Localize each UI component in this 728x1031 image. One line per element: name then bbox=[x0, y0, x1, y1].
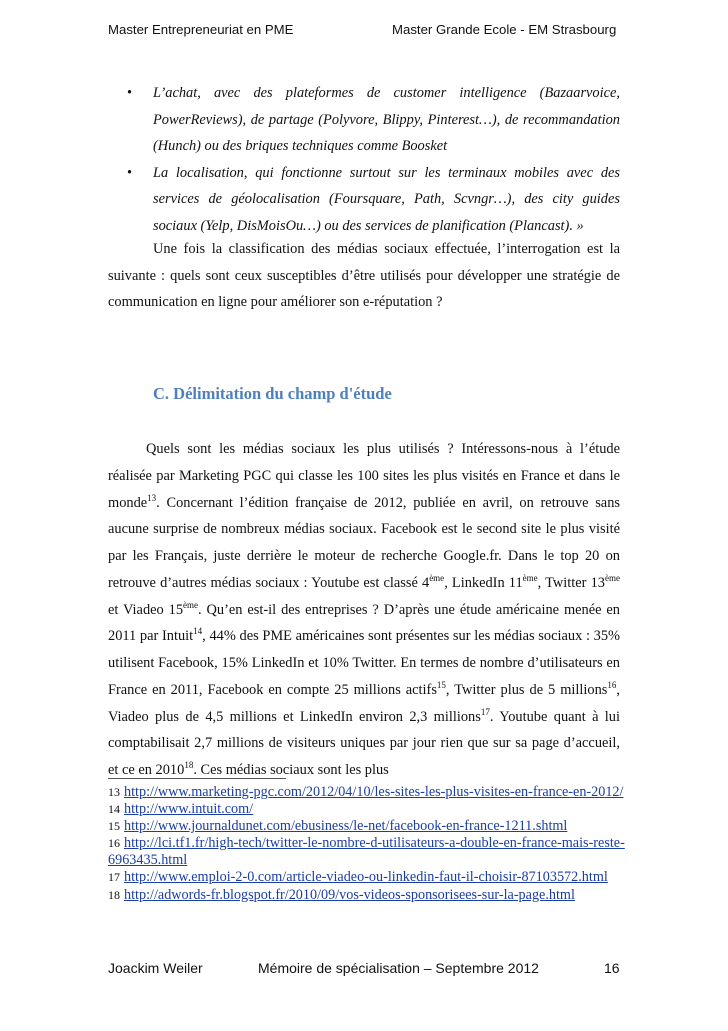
footnote bbox=[108, 784, 628, 801]
page-number: 16 bbox=[604, 960, 620, 976]
header-left: Master Entrepreneuriat en PME bbox=[108, 22, 294, 37]
paragraph-study bbox=[108, 436, 620, 784]
footnote-link[interactable]: http://lci.tf1.fr/high-tech/twitter-le-nombre-d-utilisateurs-a-double-en-france-mais-reste-6963435.html bbox=[108, 835, 625, 869]
superscript-eme: ème bbox=[183, 599, 199, 610]
header-right: Master Grande Ecole - EM Strasbourg bbox=[392, 22, 617, 37]
superscript-eme: ème bbox=[522, 572, 538, 583]
footnote-ref[interactable]: 14 bbox=[193, 626, 203, 637]
footnote-link[interactable]: http://www.emploi-2-0.com/article-viadeo-ou-linkedin-faut-il-choisir-87103572.html bbox=[124, 869, 608, 886]
footnote bbox=[108, 835, 628, 869]
text-run: , Twitter plus de 5 millions bbox=[445, 681, 608, 698]
footnote-ref[interactable]: 17 bbox=[480, 706, 490, 717]
footnote bbox=[108, 801, 628, 818]
paragraph-classification bbox=[108, 236, 620, 316]
footer-title: Mémoire de spécialisation – Septembre 2012 bbox=[258, 960, 539, 976]
text-run: , Viadeo plus de 4,5 millions et LinkedIn environ 2,3 millions bbox=[108, 681, 620, 725]
footnote-number: 13 bbox=[108, 785, 120, 799]
footnote-link[interactable]: http://www.marketing-pgc.com/2012/04/10/les-sites-les-plus-visites-en-france-en-2012/ bbox=[124, 784, 624, 800]
footnote-ref[interactable]: 13 bbox=[147, 492, 157, 503]
superscript-eme: ème bbox=[429, 572, 445, 583]
text-run: . Youtube quant à lui comptabilisait 2,7 millions de visiteurs uniques par jour rien que sur sa page d’accueil, et ce en 2010 bbox=[108, 708, 620, 778]
footnote bbox=[108, 869, 628, 886]
footnote bbox=[108, 818, 628, 835]
text-run: . Qu’en est-il des entreprises ? D’après une étude américaine menée en 2011 par Intuit bbox=[108, 601, 620, 645]
footer-author: Joackim Weiler bbox=[108, 960, 203, 976]
footnote-link[interactable]: http://adwords-fr.blogspot.fr/2010/09/vos-videos-sponsorisees-sur-la-page.html bbox=[124, 886, 575, 903]
text-run: , 44% des PME américaines sont présentes sur les médias sociaux : 35% utilisent Facebook, 15% LinkedIn et 10% Twitter. En termes de nombre d’utilisateurs en France en 2011, Facebook en compte 25 millions actifs bbox=[108, 628, 620, 698]
bullet-marker: • bbox=[127, 164, 133, 181]
footnote-list bbox=[108, 784, 628, 904]
footnote-number: 18 bbox=[108, 887, 120, 902]
footnote-number: 15 bbox=[108, 819, 120, 834]
bullet-list bbox=[108, 80, 620, 239]
text-run: , Twitter 13 bbox=[537, 574, 605, 591]
bullet-item bbox=[108, 80, 620, 160]
text-run: . Ces médias sociaux sont les plus bbox=[193, 762, 389, 778]
footnote-number: 14 bbox=[108, 802, 120, 817]
footnote-separator bbox=[108, 778, 286, 779]
footnote-link[interactable]: http://www.intuit.com/ bbox=[124, 801, 254, 818]
paragraph-text: Une fois la classification des médias sociaux effectuée, l’interrogation est la suivante : quels sont ceux susceptibles d’être utilisés pour développer une stratégie de communication en ligne pour améliorer son e-réputation ? bbox=[108, 241, 620, 311]
bullet-marker: • bbox=[127, 85, 133, 101]
footnote-number: 17 bbox=[108, 870, 120, 885]
bullet-item bbox=[108, 160, 620, 240]
text-run: Quels sont les médias sociaux les plus utilisés ? Intéressons-nous à l’étude réalisée par Marketing PGC qui classe les 100 sites les plus visités en France et dans le monde bbox=[108, 441, 620, 511]
footnote-ref[interactable]: 16 bbox=[607, 679, 617, 690]
footnote-number: 16 bbox=[108, 836, 120, 851]
text-run: et Viadeo 15 bbox=[108, 601, 184, 618]
footnote-link[interactable]: http://www.journaldunet.com/ebusiness/le-net/facebook-en-france-1211.shtml bbox=[124, 818, 568, 835]
footnote-ref[interactable]: 18 bbox=[184, 760, 194, 771]
bullet-text: La localisation, qui fonctionne surtout sur les terminaux mobiles avec des services de géolocalisation (Foursquare, Path, Scvngr…), des city guides sociaux (Yelp, DisMoisOu…) ou des services de planification (Plancast). » bbox=[153, 164, 620, 234]
superscript-eme: ème bbox=[605, 572, 620, 583]
text-run: , LinkedIn 11 bbox=[444, 574, 523, 591]
footnote bbox=[108, 887, 628, 904]
section-title: C. Délimitation du champ d'étude bbox=[153, 384, 392, 403]
text-run: . Concernant l’édition française de 2012, publiée en avril, on retrouve sans aucune surprise de nombreux médias sociaux. Facebook est le second site le plus visité par les Français, juste derrière le moteur de recherche Google.fr. Dans le top 20 on retrouve d’autres médias sociaux : Youtube est classé 4 bbox=[108, 494, 620, 591]
footnote-ref[interactable]: 15 bbox=[436, 679, 446, 690]
bullet-text: L’achat, avec des plateformes de customer intelligence (Bazaarvoice, PowerReviews), de partage (Polyvore, Blippy, Pinterest…), de recommandation (Hunch) ou des briques techniques comme Boosket bbox=[153, 85, 620, 154]
